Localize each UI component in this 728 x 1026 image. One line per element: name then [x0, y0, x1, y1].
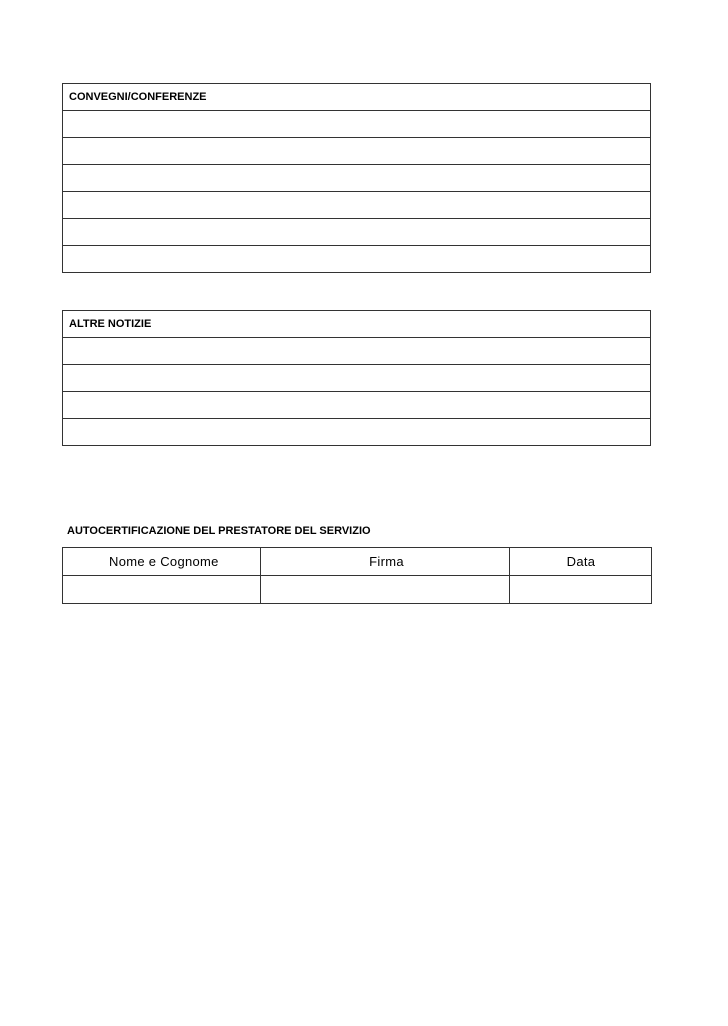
altre-entry-1[interactable] — [63, 338, 651, 365]
table-header-row — [63, 84, 651, 111]
column-header-firma: Firma — [261, 548, 510, 576]
table-row — [63, 419, 651, 446]
altre-entry-4[interactable] — [63, 419, 651, 446]
table-row — [63, 192, 651, 219]
table-row — [63, 576, 652, 604]
autocertificazione-table — [62, 547, 652, 604]
table-row — [63, 338, 651, 365]
table-row — [63, 392, 651, 419]
convegni-entry-6[interactable] — [63, 246, 651, 273]
firma-field[interactable] — [261, 576, 510, 604]
column-header-nome-cognome: Nome e Cognome — [63, 548, 261, 576]
altre-entry-3[interactable] — [63, 392, 651, 419]
table-row — [63, 219, 651, 246]
convegni-entry-5[interactable] — [63, 219, 651, 246]
table-row — [63, 138, 651, 165]
table-row — [63, 165, 651, 192]
altre-entry-2[interactable] — [63, 365, 651, 392]
convegni-title: CONVEGNI/CONFERENZE — [63, 84, 651, 111]
table-header-row — [63, 548, 652, 576]
table-row — [63, 246, 651, 273]
convegni-entry-4[interactable] — [63, 192, 651, 219]
convegni-entry-2[interactable] — [63, 138, 651, 165]
nome-cognome-field[interactable] — [63, 576, 261, 604]
altre-notizie-title: ALTRE NOTIZIE — [63, 311, 651, 338]
column-header-data: Data — [510, 548, 652, 576]
convegni-table — [62, 83, 651, 273]
table-row — [63, 111, 651, 138]
convegni-entry-1[interactable] — [63, 111, 651, 138]
autocertificazione-title: AUTOCERTIFICAZIONE DEL PRESTATORE DEL SERVIZIO — [67, 525, 371, 537]
table-row — [63, 365, 651, 392]
table-header-row — [63, 311, 651, 338]
altre-notizie-table — [62, 310, 651, 446]
convegni-entry-3[interactable] — [63, 165, 651, 192]
data-field[interactable] — [510, 576, 652, 604]
